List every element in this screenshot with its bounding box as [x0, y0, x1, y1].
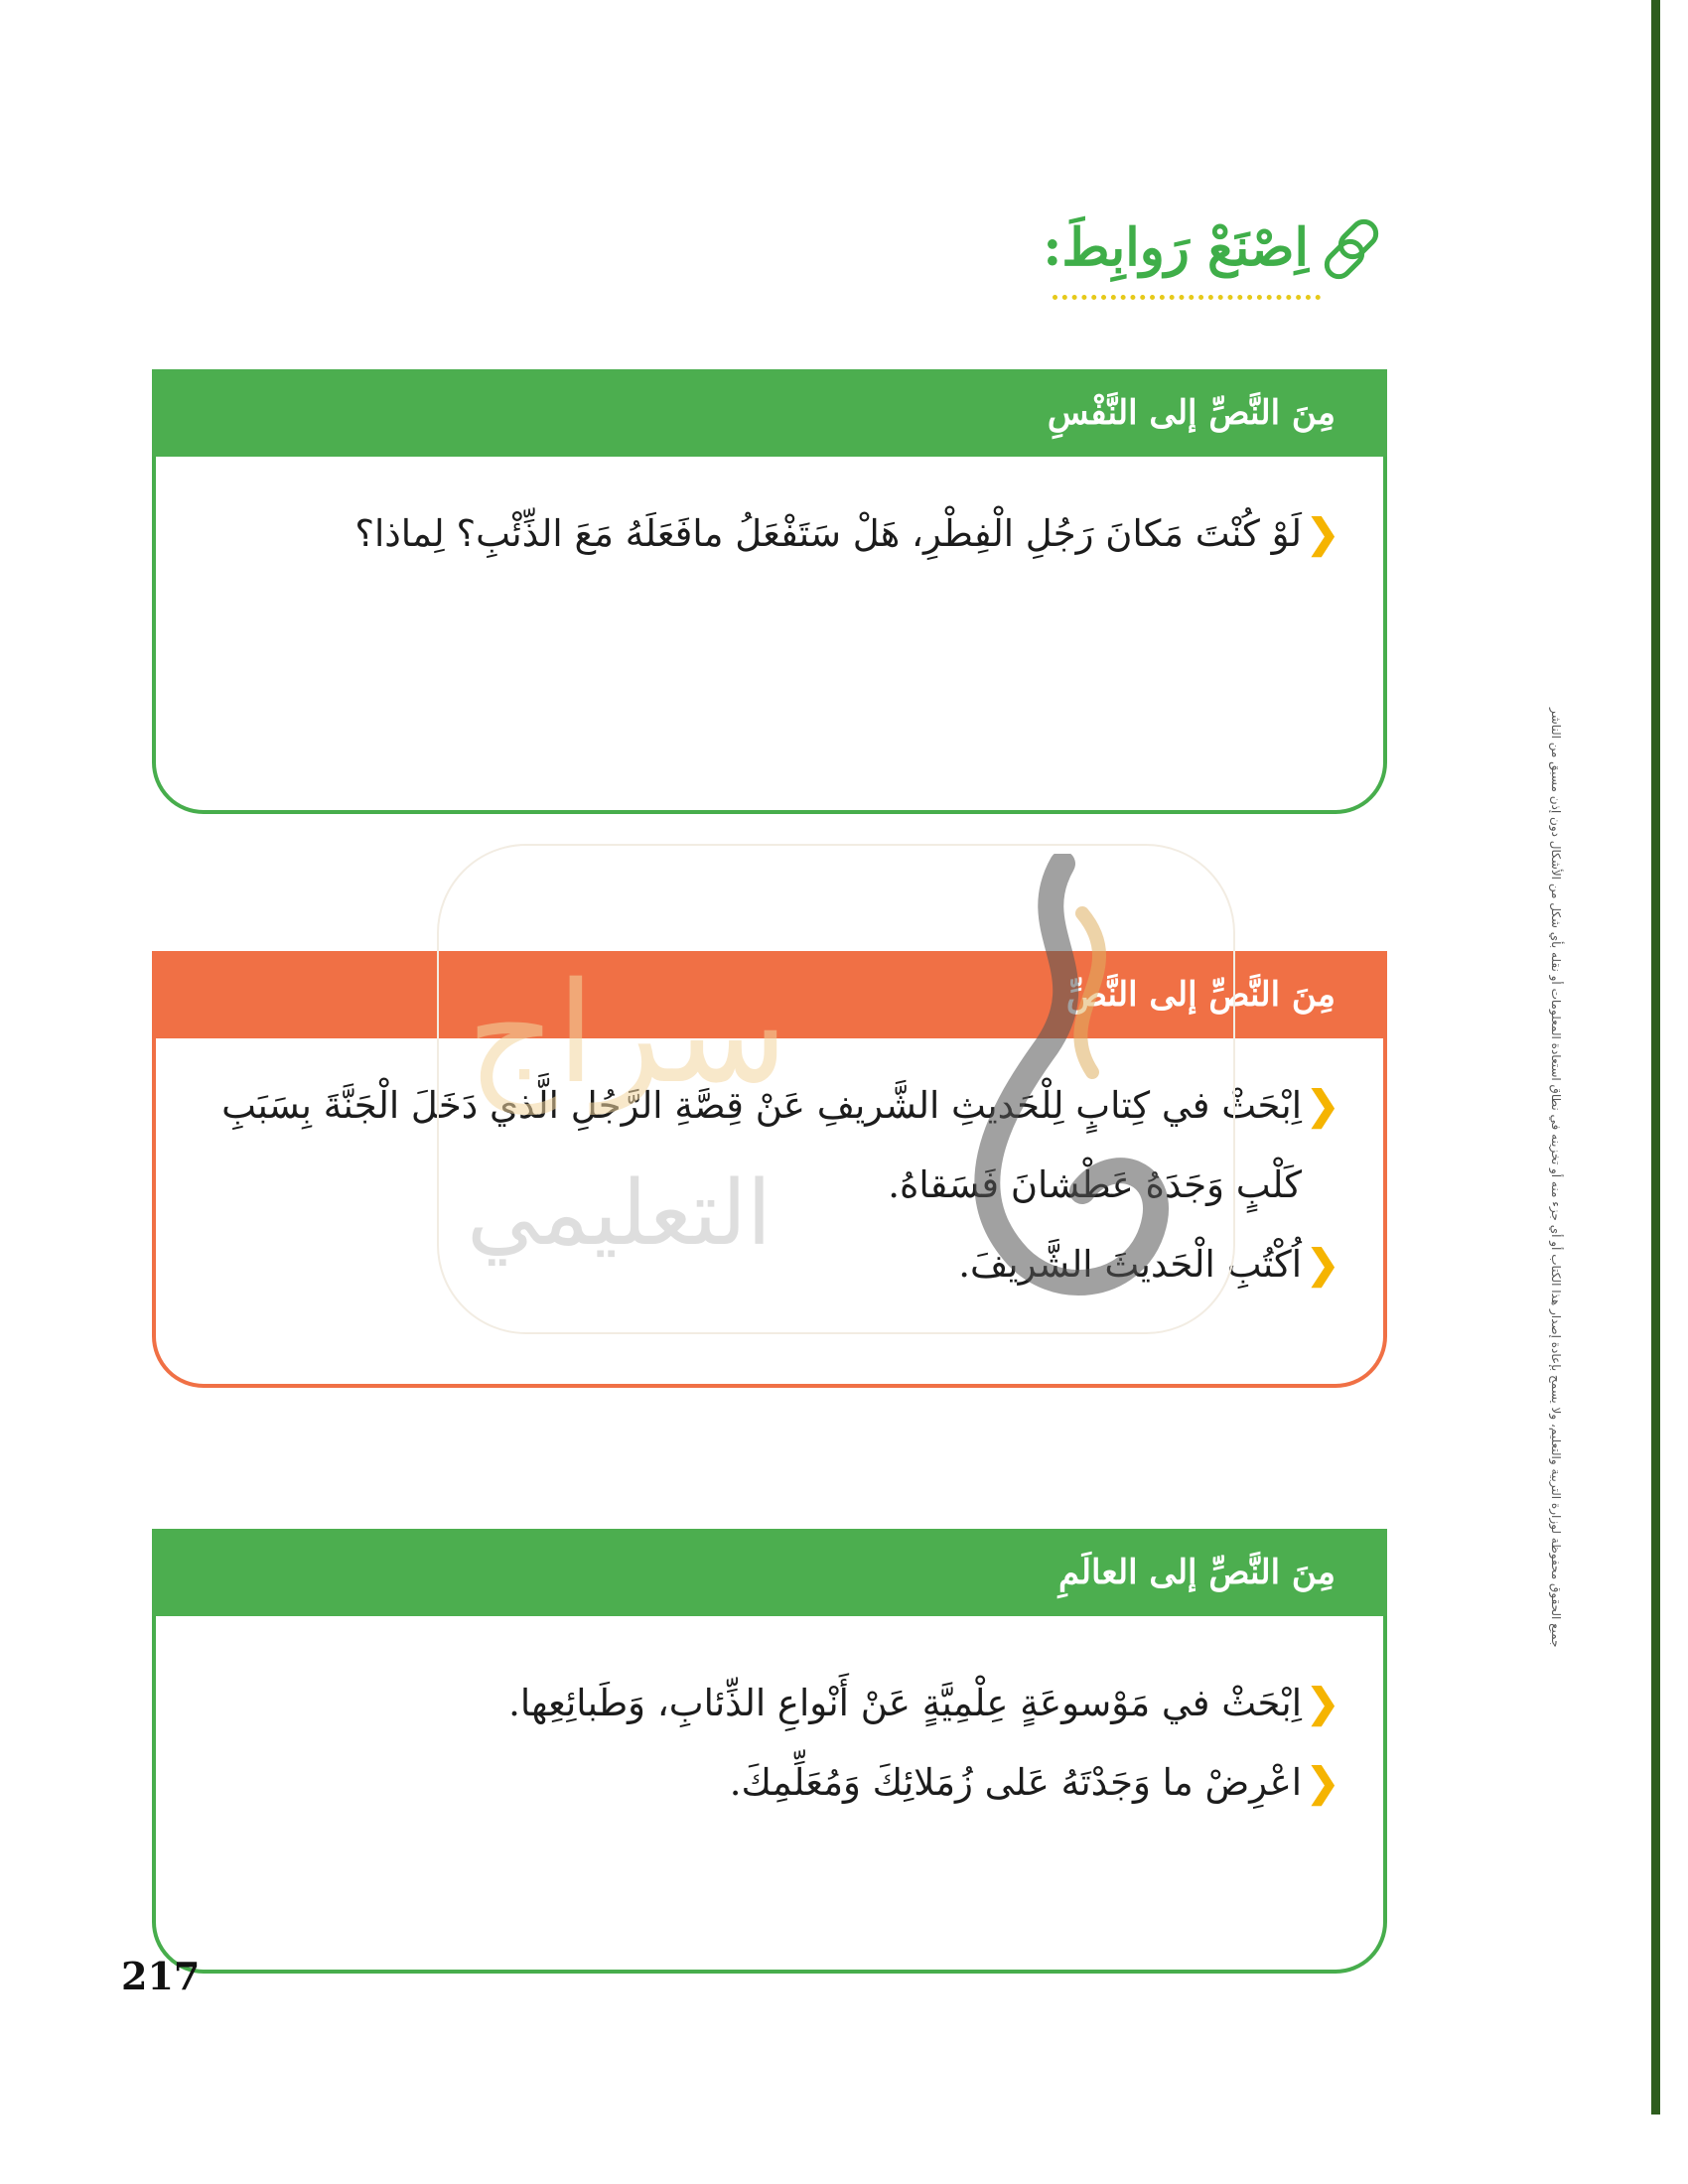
- card-header: مِنَ النَّصِّ إلى العالَمِ: [152, 1529, 1387, 1616]
- task-text: اُكْتُبِ الْحَديثَ الشَّريفَ.: [958, 1243, 1302, 1286]
- task-text: اِبْحَثْ في مَوْسوعَةٍ عِلْمِيَّةٍ عَنْ أَنْواعِ الذِّئابِ، وَطَبائِعِها.: [508, 1682, 1302, 1724]
- card-text-to-world: [152, 1529, 1387, 1974]
- task-text: اِبْحَثْ في كِتابٍ لِلْحَديثِ الشَّريفِ عَنْ قِصَّةِ الرَّجُلِ الَّذي دَخَلَ الْجَنَّةَ بِسَبَبِ: [221, 1084, 1302, 1127]
- chevron-left-icon: ❮: [1306, 1241, 1339, 1288]
- page-number: 217: [121, 1954, 201, 1998]
- watermark-title: سراج: [467, 953, 788, 1115]
- chevron-left-icon: ❮: [1306, 1680, 1339, 1726]
- section-heading: [1033, 213, 1390, 303]
- card-body: [156, 457, 1383, 574]
- chain-link-icon: [1317, 213, 1390, 287]
- task-text: كَلْبٍ وَجَدَهُ عَطْشانَ فَسَقاهُ.: [888, 1163, 1302, 1206]
- card-header: مِنَ النَّصِّ إلى النَّصِّ: [152, 951, 1387, 1038]
- card-body: [156, 1616, 1383, 1823]
- question-text: لَوْ كُنْتَ مَكانَ رَجُلِ الْفِطْرِ، هَلْ سَتَفْعَلُ مافَعَلَهُ مَعَ الذِّئْبِ؟ لِماذا؟: [354, 512, 1302, 555]
- chevron-left-icon: ❮: [1306, 1082, 1339, 1129]
- task-line: [215, 1743, 1339, 1823]
- page-edge-rule: [1651, 0, 1660, 2115]
- watermark-subtitle: التعليمي: [467, 1161, 773, 1266]
- copyright-side-note: جميع الحقوق محفوظة لوزارة التربية والتعليم، ولا يسمح بإعادة إصدار هذا الكتاب أو أي جزء منه أو تخزينه في نطاق استعادة المعلومات أو نقله بأي شكل من الأشكال دون إذن مسبق من الناشر: [1549, 708, 1563, 1648]
- section-title: اِصْنَعْ رَوابِطَ:: [1043, 217, 1309, 278]
- task-text: اعْرِضْ ما وَجَدْتَهُ عَلى زُمَلائِكَ وَمُعَلِّمِكَ.: [729, 1761, 1302, 1804]
- task-line: [215, 1664, 1339, 1743]
- title-underline: [1053, 295, 1321, 300]
- chevron-left-icon: ❮: [1306, 1759, 1339, 1806]
- chevron-left-icon: ❮: [1306, 510, 1339, 557]
- card-text-to-self: [152, 369, 1387, 814]
- question-line: [215, 494, 1339, 574]
- card-header: مِنَ النَّصِّ إلى النَّفْسِ: [152, 369, 1387, 457]
- watermark-calligraphy-logo: [933, 854, 1192, 1330]
